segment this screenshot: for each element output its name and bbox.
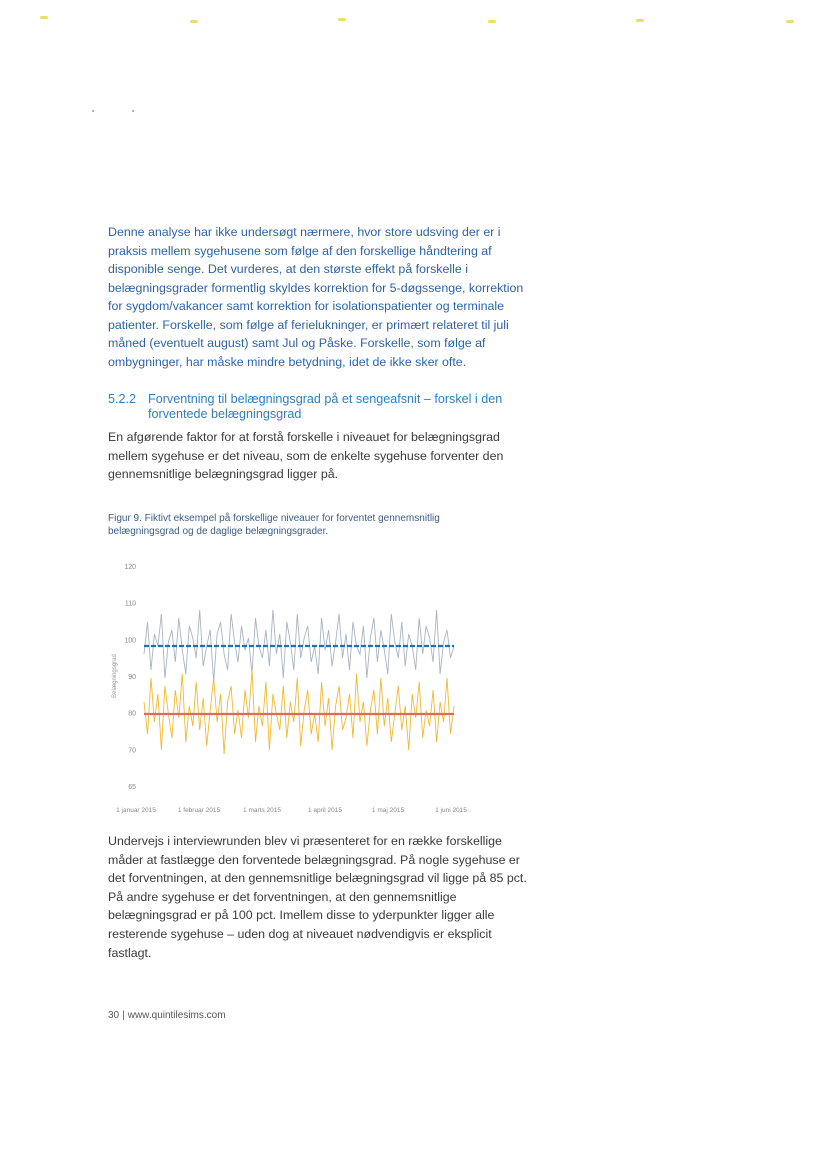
- x-tick-label: 1 maj 2015: [371, 807, 405, 814]
- intro-paragraph: Denne analyse har ikke undersøgt nærmere, hvor store udsving der er i praksis mellem sygehusene som følge af den forskellige håndtering af disponible senge. Det vurderes, at den største effekt på forskelle i belægningsgrader formentlig skyldes korrektion for 5-døgssenge, korrektion for sygdom/vakancer samt korrektion for isolationspatienter og terminale patienter. Forskelle, som følge af ferielukninger, er primært relateret til juli måned (eventuelt august) samt Jul og Påske. Forskelle, som følge af ombygninger, har måske mindre betydning, idet de ikke sker ofte.: [108, 225, 524, 369]
- y-tick-label: 120: [124, 564, 136, 571]
- section-title: Forventning til belægningsgrad på et sengeafsnit – forskel i den forventede belægningsgrad: [148, 392, 503, 421]
- y-tick-label: 90: [128, 674, 136, 681]
- y-axis-label: Belægningsgrad: [112, 654, 118, 698]
- occupancy-chart: [108, 558, 468, 820]
- closing-paragraph: Undervejs i interviewrunden blev vi præsenteret for en række forskellige måder at fastlægge den forventede belægningsgrad. På nogle sygehuse er det forventningen, at den gennemsnitlige belægningsgrad vil ligge på 85 pct. På andre sygehuse er det forventningen, at den gennemsnitlige belægningsgrad er på 100 pct. Imellem disse to yderpunkter ligger alle resterende sygehuse – uden dog at niveauet nødvendigvis er eksplicit fastlagt.: [108, 834, 527, 960]
- scan-artifact-dots: [92, 110, 142, 114]
- x-tick-label: 1 februar 2015: [177, 807, 221, 814]
- x-tick-label: 1 marts 2015: [243, 807, 281, 814]
- y-tick-label: 100: [124, 637, 136, 645]
- x-tick-label: 1 januar 2015: [116, 807, 156, 814]
- x-tick-label: 1 april 2015: [308, 807, 342, 814]
- section-number: 5.2.2: [108, 392, 137, 406]
- page-number: 30: [108, 1010, 120, 1021]
- section-heading: [108, 392, 528, 422]
- x-tick-label: 1 juni 2015: [435, 807, 467, 814]
- y-tick-label: 80: [128, 710, 136, 718]
- figure-caption: Figur 9. Fiktivt eksempel på forskellige niveauer for forventet gennemsnitlig belægningsgrad og de daglige belægningsgrader.: [108, 513, 440, 537]
- y-tick-label: 70: [128, 747, 136, 755]
- y-tick-label: 110: [124, 600, 136, 608]
- daily-series-line: [144, 670, 454, 754]
- footer-url[interactable]: www.quintilesims.com: [127, 1010, 226, 1021]
- page-footer: 30 | www.quintilesims.com: [108, 1010, 226, 1021]
- section-body-paragraph: En afgørende faktor for at forstå forskelle i niveauet for belægningsgrad mellem sygehuse er det niveau, som de enkelte sygehuse forventer den gennemsnitlige belægningsgrad ligger på.: [108, 430, 504, 482]
- scan-artifact-marks: [0, 16, 828, 32]
- y-tick-label: 65: [128, 784, 136, 791]
